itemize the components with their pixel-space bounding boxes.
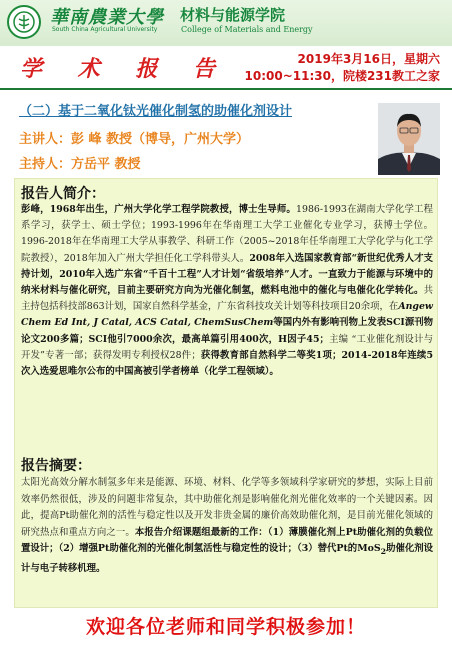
bio-title: 报告人简介： bbox=[21, 186, 105, 202]
college-name-cn: 材料与能源学院 bbox=[180, 6, 286, 24]
host-line: 主持人：方岳平 教授 bbox=[19, 157, 141, 172]
college-name-en: College of Materials and Energy bbox=[181, 25, 313, 34]
bio-publications: 等国内外有影响刊物上发表SCI源刊物论文200多篇；SCI他引7000余次，最高单篇引用400次，H因子45； bbox=[21, 317, 434, 345]
abstract-background: 太阳光高效分解水制氢多年来是能源、环境、材料、化学等多领域科学家研究的梦想，实际上目前效率仍然很低，涉及的问题非常复杂，其中助催化剂是影响催化剂光催化效率的一个关键因素。因此，提高Pt助催化剂的活性与稳定性以及开发非贵金属的廉价高效助催化剂，是目前光催化领域的研究热点和重点方向之一。 bbox=[21, 477, 433, 538]
speaker-line: 主讲人：彭 峰 教授（博导，广州大学） bbox=[19, 132, 250, 147]
welcome-message: 欢迎各位老师和同学积极参加！ bbox=[85, 616, 366, 638]
divider bbox=[0, 88, 452, 90]
bio-books: 主编 “工业催化剂设计与开发”专著一部；获得发明专利授权28件； bbox=[21, 333, 433, 361]
event-date: 2019年3月16日，星期六 bbox=[297, 52, 440, 66]
content-panel bbox=[14, 178, 438, 608]
header-bar bbox=[0, 0, 452, 46]
speaker-photo bbox=[378, 103, 440, 175]
university-logo-icon bbox=[7, 5, 41, 39]
abstract-text bbox=[21, 475, 433, 577]
bio-intro: 彭峰，1968年出生，广州大学化学工程学院教授，博士生导师。 bbox=[21, 204, 297, 215]
bio-text bbox=[21, 202, 433, 380]
bio-honors: 2008年入选国家教育部“新世纪优秀人才支持计划，2010年入选广东省“千百十工程”人才计划“省级培养”人才。一直致力于能源与环境中的纳米材料与催化研究，目前主要研究方向为光催化制氢，燃料电池中的催化与电催化化学转化。 bbox=[21, 252, 433, 297]
abstract-work-end: 助催化剂设计与电子转移机理。 bbox=[21, 543, 433, 574]
university-name-en: South China Agricultural University bbox=[52, 26, 158, 33]
university-name-cn: 華南農業大學 bbox=[50, 7, 164, 28]
bio-education: 1986-1993在湖南大学化学工程系学习，获学士、硕士学位；1993-1996年在华南理工大学工业催化专业学习，获博士学位。1996-2018年在华南理工大学从事教学、科研工作（2005~2018年任华南理工大学化学与化工学院教授），2018年加入广州大学担任化工学科带头人。 bbox=[21, 204, 433, 264]
abstract-work: 本报告介绍课题组最新的工作：（1）薄膜催化剂上Pt助催化剂的负载位置设计；（2）增强Pt助催化剂的光催化制氢活性与稳定性的设计；（3）替代Pt的MoS bbox=[21, 526, 433, 555]
banner-title: 学 术 报 告 bbox=[20, 56, 229, 82]
talk-topic: （二）基于二氧化钛光催化制氢的助催化剂设计 bbox=[19, 104, 293, 119]
bio-awards: 获得教育部自然科学二等奖1项；2014-2018年连续5次入选爱思唯尔公布的中国高被引学者榜单（化学工程领域）。 bbox=[21, 349, 433, 378]
event-time-place: 10:00~11:30，院楼231教工之家 bbox=[244, 69, 440, 83]
bio-journals: Angew Chem Ed Int, J Catal, ACS Catal, ChemSusChem bbox=[21, 301, 433, 329]
abstract-title: 报告摘要： bbox=[21, 458, 91, 474]
bio-projects: 共主持包括科技部863计划，国家自然科学基金，广东省科技攻关计划等科技项目20余项，在 bbox=[21, 285, 433, 313]
abstract-subscript: 2 bbox=[380, 547, 387, 557]
